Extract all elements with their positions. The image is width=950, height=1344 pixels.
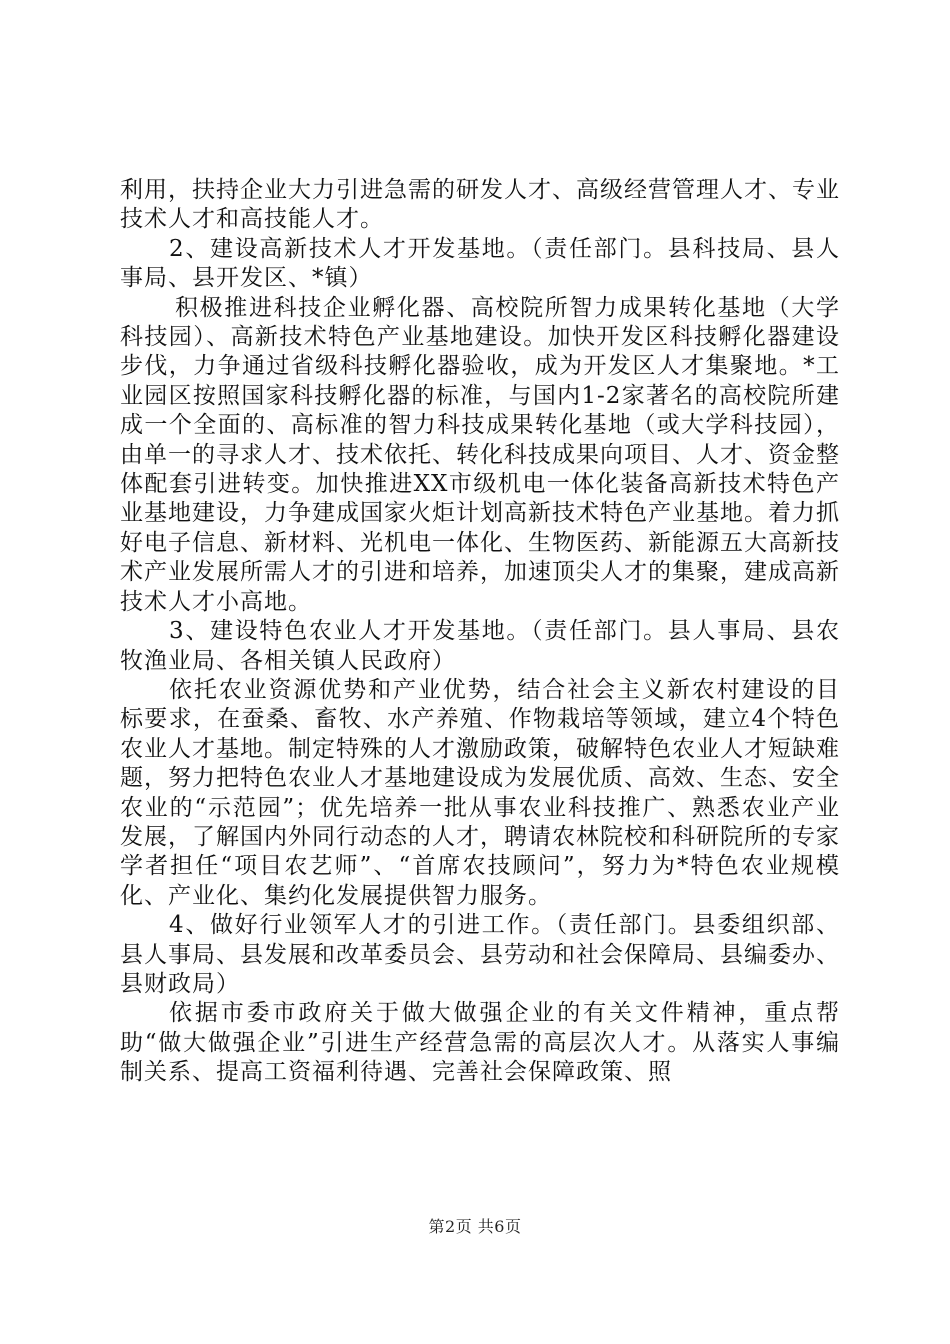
paragraph-continuation: 利用，扶持企业大力引进急需的研发人才、高级经营管理人才、专业技术人才和高技能人才。 [120,177,840,233]
paragraph-leading-talent: 依据市委市政府关于做大做强企业的有关文件精神，重点帮助“做大做强企业”引进生产经营急需的高层次人才。从落实人事编制关系、提高工资福利待遇、完善社会保障政策、照 [120,1000,840,1086]
paragraph-agri-base: 依托农业资源优势和产业优势，结合社会主义新农村建设的目标要求，在蚕桑、畜牧、水产养殖、作物栽培等领域，建立4个特色农业人才基地。制定特殊的人才激励政策，破解特色农业人才短缺难题，努力把特色农业人才基地建设成为发展优质、高效、生态、安全农业的“示范园”；优先培养一批从事农业科技推广、熟悉农业产业发展，了解国内外同行动态的人才，聘请农林院校和科研院所的专家学者担任“项目农艺师”、“首席农技顾问”，努力为*特色农业规模化、产业化、集约化发展提供智力服务。 [120,676,840,909]
page-number-footer: 第2页 共6页 [428,1217,522,1236]
paragraph-tech-base: 积极推进科技企业孵化器、高校院所智力成果转化基地（大学科技园）、高新技术特色产业基地建设。加快开发区科技孵化器建设步伐，力争通过省级科技孵化器验收，成为开发区人才集聚地。*工业园区按照国家科技孵化器的标准，与国内1-2家著名的高校院所建成一个全面的、高标准的智力科技成果转化基地（或大学科技园），由单一的寻求人才、技术依托、转化科技成果向项目、人才、资金整体配套引进转变。加快推进XX市级机电一体化装备高新技术特色产业基地建设，力争建成国家火炬计划高新技术特色产业基地。着力抓好电子信息、新材料、光机电一体化、生物医药、新能源五大高新技术产业发展所需人才的引进和培养，加速顶尖人才的集聚，建成高新技术人才小高地。 [120,294,840,615]
section-heading-2: 2、建设高新技术人才开发基地。（责任部门。县科技局、县人事局、县开发区、*镇） [120,235,840,292]
document-body [120,176,840,1088]
section-heading-4: 4、做好行业领军人才的引进工作。（责任部门。县委组织部、县人事局、县发展和改革委员会、县劳动和社会保障局、县编委办、县财政局） [120,912,840,997]
section-heading-3: 3、建设特色农业人才开发基地。（责任部门。县人事局、县农牧渔业局、各相关镇人民政府） [120,618,840,674]
